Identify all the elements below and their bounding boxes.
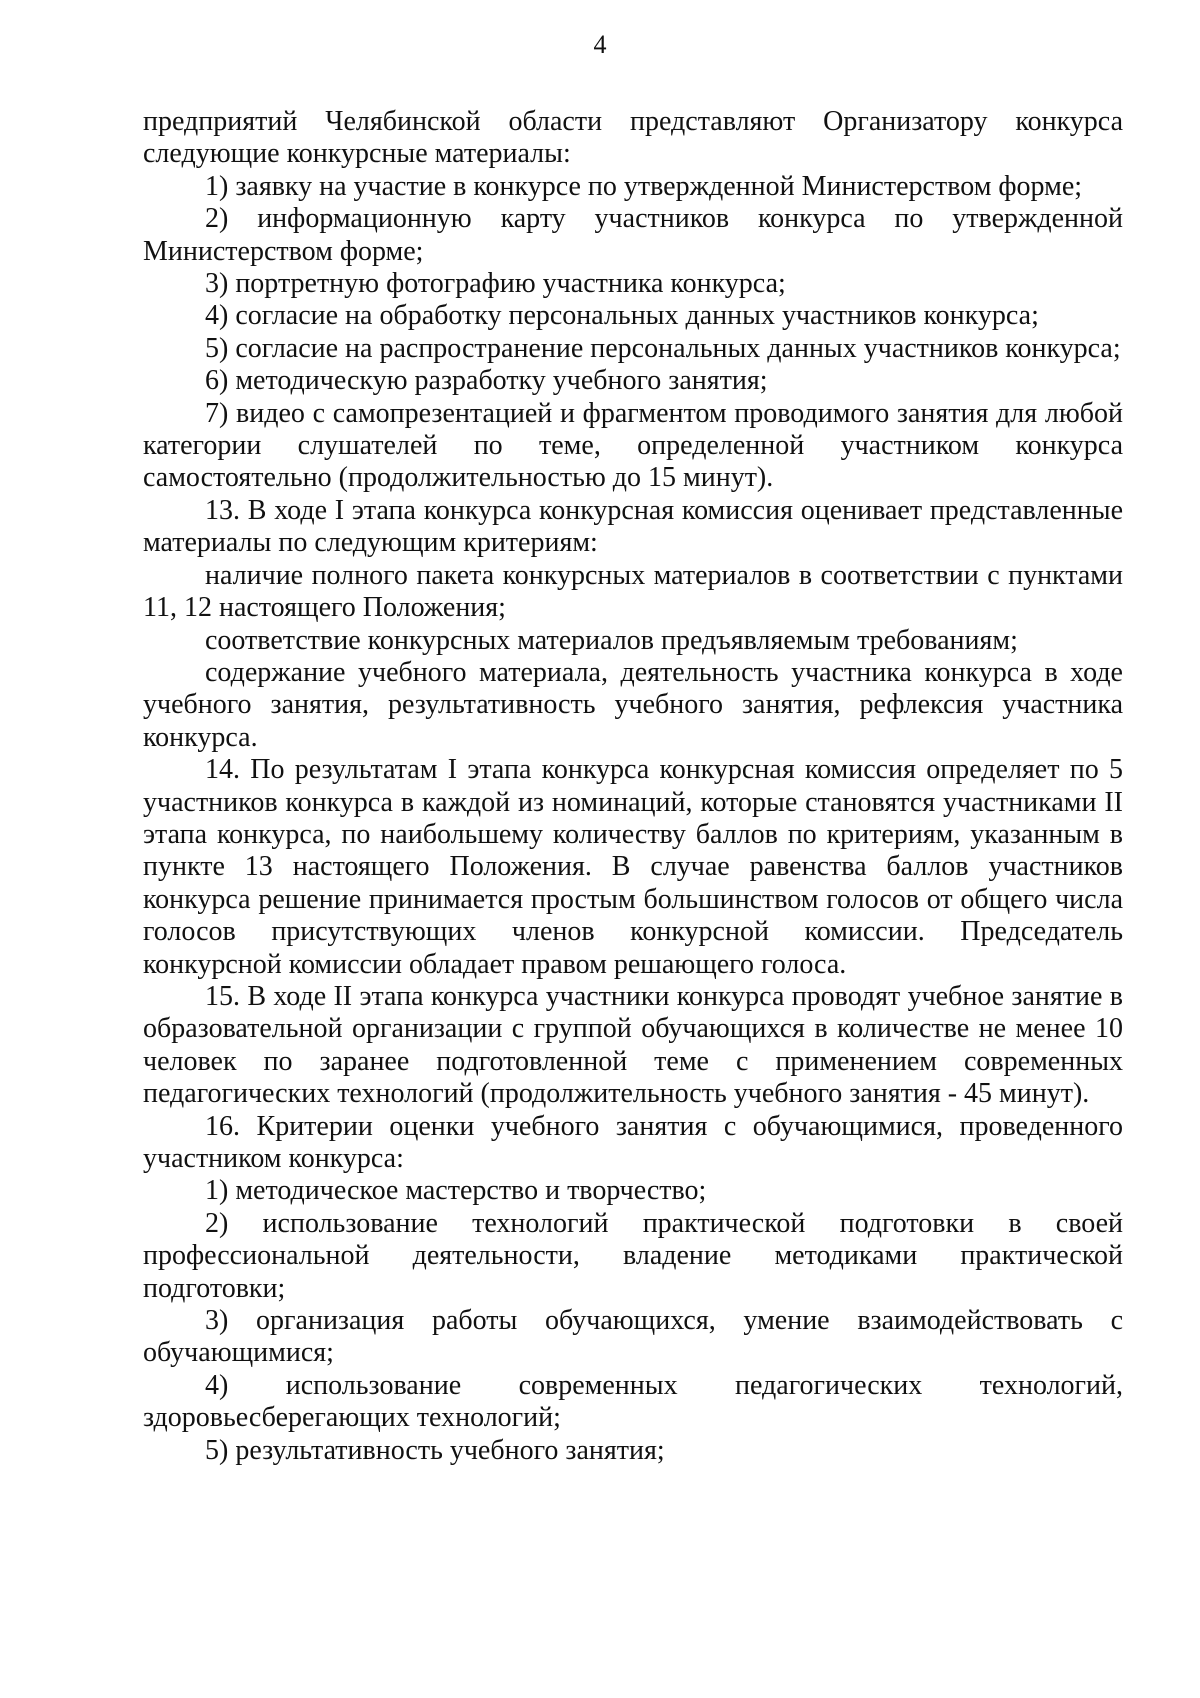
criterion-requirements: соответствие конкурсных материалов предъявляемым требованиям; — [205, 624, 1018, 656]
paragraph-continuation: предприятий Челябинской области представляют Организатору конкурса следующие конкурсные материалы: — [143, 106, 1123, 170]
list-item-video: 7) видео с самопрезентацией и фрагментом проводимого занятия для любой категории слушателей по теме, определенной участником конкурса самостоятельно (продолжительностью до 15 минут). — [143, 397, 1123, 494]
list-item-data-distribution-consent: 5) согласие на распространение персональных данных участников конкурса; — [205, 332, 1121, 364]
clause-13: 13. В ходе I этапа конкурса конкурсная комиссия оценивает представленные материалы по следующим критериям: — [143, 494, 1123, 559]
clause-16: 16. Критерии оценки учебного занятия с обучающимися, проведенного участником конкурса: — [143, 1110, 1123, 1174]
document-body — [143, 106, 1123, 1467]
clause-14: 14. По результатам I этапа конкурса конкурсная комиссия определяет по 5 участников конкурса в каждой из номинаций, которые становятся участниками II этапа конкурса, по наибольшему количеству баллов по критериям, указанным в пункте 13 настоящего Положения. В случае равенства баллов участников конкурса решение принимается простым большинством голосов от общего числа голосов присутствующих членов конкурсной комиссии. Председатель конкурсной комиссии обладает правом решающего голоса. — [143, 754, 1123, 980]
list-item-data-processing-consent: 4) согласие на обработку персональных данных участников конкурса; — [205, 300, 1039, 332]
list-item-application-form: 1) заявку на участие в конкурсе по утвержденной Министерством форме; — [205, 170, 1083, 202]
lesson-criterion-3: 3) организация работы обучающихся, умение взаимодействовать с обучающимися; — [143, 1305, 1123, 1369]
list-item-methodical-development: 6) методическую разработку учебного занятия; — [205, 365, 768, 397]
clause-15: 15. В ходе II этапа конкурса участники конкурса проводят учебное занятие в образовательной организации с группой обучающихся в количестве не менее 10 человек по заранее подготовленной теме с применением современных педагогических технологий (продолжительность учебного занятия - 45 минут). — [143, 980, 1123, 1110]
criterion-full-package: наличие полного пакета конкурсных материалов в соответствии с пунктами 11, 12 настоящего Положения; — [143, 559, 1123, 624]
list-item-portrait-photo: 3) портретную фотографию участника конкурса; — [205, 268, 786, 300]
lesson-criterion-4: 4) использование современных педагогических технологий, здоровьесберегающих технологий; — [143, 1369, 1123, 1434]
lesson-criterion-5: 5) результативность учебного занятия; — [205, 1434, 665, 1466]
lesson-criterion-2: 2) использование технологий практической подготовки в своей профессиональной деятельности, владение методиками практической подготовки; — [143, 1207, 1123, 1304]
criterion-content: содержание учебного материала, деятельность участника конкурса в ходе учебного занятия, результативность учебного занятия, рефлексия участника конкурса. — [143, 656, 1123, 753]
lesson-criterion-1: 1) методическое мастерство и творчество; — [205, 1175, 707, 1207]
list-item-info-card: 2) информационную карту участников конкурса по утвержденной Министерством форме; — [143, 203, 1123, 267]
page-number: 4 — [593, 30, 607, 59]
